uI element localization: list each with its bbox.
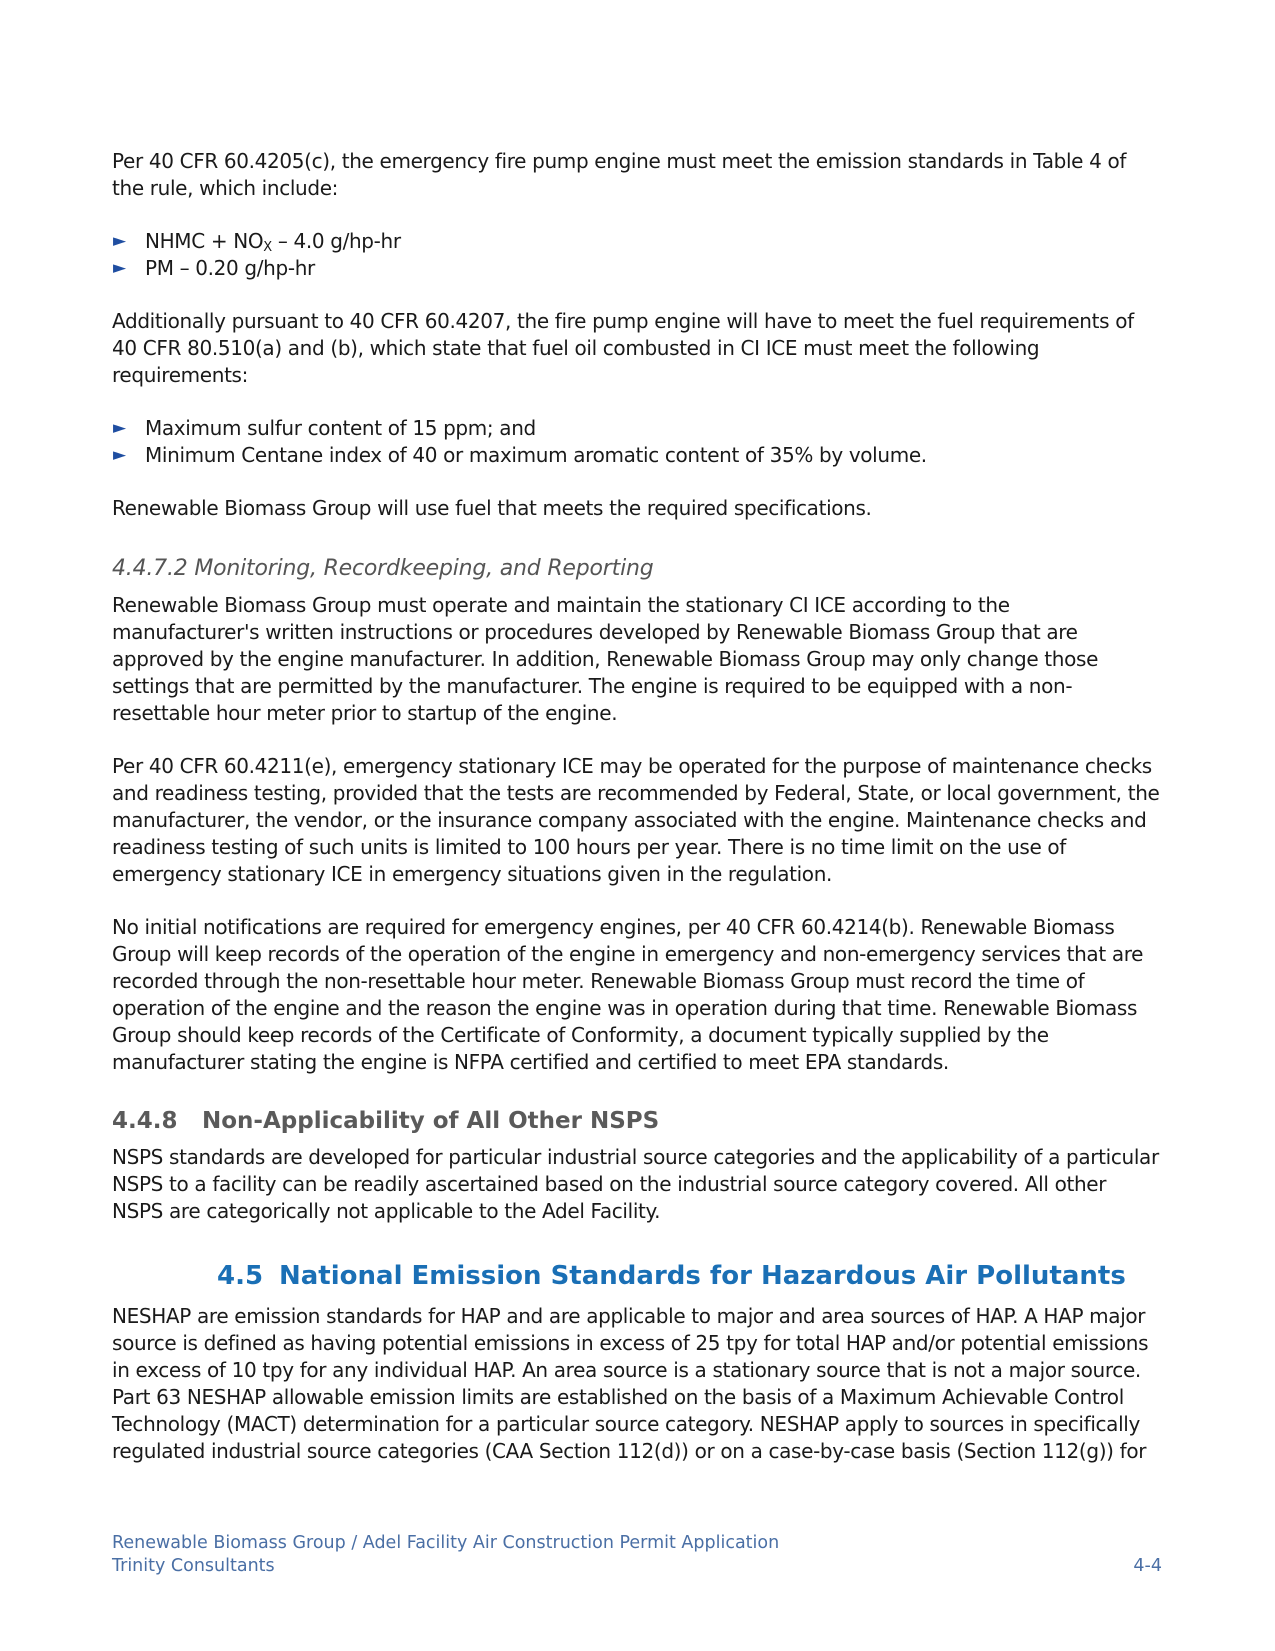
bullet-arrow-icon: ► <box>113 231 126 251</box>
bullet-arrow-icon: ► <box>113 258 126 278</box>
fuel-conclusion: Renewable Biomass Group will use fuel that meets the required specifications. <box>112 496 872 520</box>
intro-paragraph: Per 40 CFR 60.4205(c), the emergency fire pump engine must meet the emission standards in Table 4 of the rule, which include: <box>112 149 1127 200</box>
footer-company: Trinity Consultants <box>112 1556 275 1576</box>
section-title: National Emission Standards for Hazardous Air Pollutants <box>279 1261 1126 1291</box>
page-number: 4-4 <box>1133 1556 1162 1576</box>
bullet-arrow-icon: ► <box>113 418 126 438</box>
emission-standards-list <box>112 228 1162 282</box>
subsection-heading-4472: 4.4.7.2 Monitoring, Recordkeeping, and Reporting <box>112 556 654 581</box>
notifications-paragraph: No initial notifications are required for emergency engines, per 40 CFR 60.4214(b). Renewable Biomass Group will keep records of the operation of the engine in emergency and non-emergency services that are recorded through the non-resettable hour meter. Renewable Biomass Group must record the time of operation of the engine and the reason the engine was in operation during that time. Renewable Biomass Group should keep records of the Certificate of Conformity, a document typically supplied by the manufacturer stating the engine is NFPA certified and certified to meet EPA standards. <box>112 915 1144 1074</box>
section-number: 4.5 <box>217 1261 264 1291</box>
maintenance-paragraph: Per 40 CFR 60.4211(e), emergency stationary ICE may be operated for the purpose of maintenance checks and readiness testing, provided that the tests are recommended by Federal, State, or local government, the manufacturer, the vendor, or the insurance company associated with the engine. Maintenance checks and readiness testing of such units is limited to 100 hours per year. There is no time limit on the use of emergency stationary ICE in emergency situations given in the regulation. <box>112 754 1160 886</box>
page-footer <box>112 1532 1162 1578</box>
list-item: ► NHMC + $NO_X - 4.0$ g/hp-hr <box>113 229 401 255</box>
footer-document-title: Renewable Biomass Group / Adel Facility Air Construction Permit Application <box>112 1533 780 1553</box>
neshap-paragraph: NESHAP are emission standards for HAP and are applicable to major and area sources of HAP. A HAP major source is defined as having potential emissions in excess of 25 tpy for total HAP and/or potential emissions in excess of 10 tpy for any individual HAP. An area source is a stationary source that is not a major source. Part 63 NESHAP allowable emission limits are established on the basis of a Maximum Achievable Control Technology (MACT) determination for a particular source category. NESHAP apply to sources in specifically regulated industrial source categories (CAA Section 112(d)) or on a case-by-case basis (Section 112(g)) for <box>112 1304 1149 1463</box>
bullet-arrow-icon: ► <box>113 445 126 465</box>
document-page <box>112 148 1162 1465</box>
list-item: ► PM – 0.20 g/hp-hr <box>113 256 315 280</box>
nsps-paragraph: NSPS standards are developed for particular industrial source categories and the applicability of a particular NSPS to a facility can be readily ascertained based on the industrial source category covered. All other NSPS are categorically not applicable to the Adel Facility. <box>112 1145 1159 1223</box>
section-heading-448 <box>112 1106 1162 1136</box>
section-heading-45 <box>112 1259 1162 1293</box>
fuel-requirements-list <box>112 415 1162 469</box>
section-number: 4.4.8 <box>112 1108 178 1134</box>
section-title: Non-Applicability of All Other NSPS <box>202 1108 660 1134</box>
list-item: ► Minimum Centane index of 40 or maximum aromatic content of 35% by volume. <box>113 443 927 467</box>
monitoring-paragraph: Renewable Biomass Group must operate and maintain the stationary CI ICE according to the manufacturer's written instructions or procedures developed by Renewable Biomass Group that are approved by the engine manufacturer. In addition, Renewable Biomass Group may only change those settings that are permitted by the manufacturer. The engine is required to be equipped with a non-resettable hour meter prior to startup of the engine. <box>112 593 1099 725</box>
list-item: ► Maximum sulfur content of 15 ppm; and <box>113 416 536 440</box>
fuel-requirements-paragraph: Additionally pursuant to 40 CFR 60.4207, the fire pump engine will have to meet the fuel requirements of 40 CFR 80.510(a) and (b), which state that fuel oil combusted in CI ICE must meet the following requirements: <box>112 309 1134 387</box>
